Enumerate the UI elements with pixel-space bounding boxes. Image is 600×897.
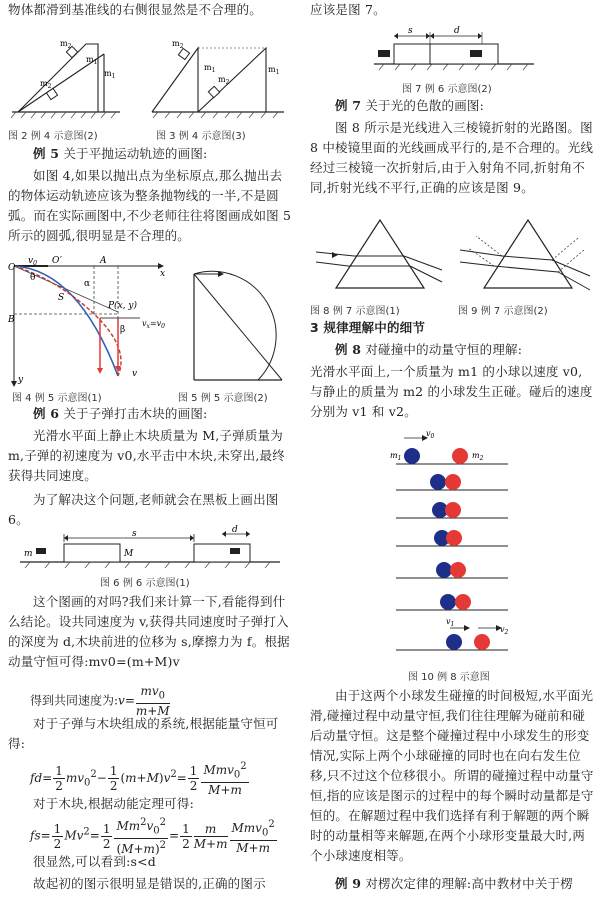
equation-common-velocity: 得到共同速度为:v= $\frac{mv_0}{m+M}$ — [30, 684, 170, 719]
paragraph: 应该是图 7。 — [310, 2, 386, 17]
example-6-body-3: 这个图画的对吗?我们来计算一下,看能得到什么结论。设共同速度为 v,获得共同速度时子弹打入的深度为 d,木块前进的位移为 s,摩擦力为 f。根据动量守恒可得:mv0=(m+M)v — [8, 594, 290, 669]
figure-10-caption: 图 10 例 8 示意图 — [408, 672, 490, 683]
example-9-heading: 例 9 对楞次定律的理解:高中教材中关于楞 — [335, 876, 573, 891]
ball-m2 — [452, 448, 468, 464]
example-7-heading: 例 7 关于光的色散的画图: — [335, 98, 485, 113]
figure-9-prism-refraction — [460, 216, 592, 296]
label-m2b: $m_2$ — [40, 79, 52, 90]
svg-text:S: S — [58, 293, 65, 303]
figure-8-caption: 图 8 例 7 示意图(1) — [310, 306, 400, 317]
last-line: 故起初的图示很明显是错误的,正确的图示 — [33, 876, 266, 891]
example-6-heading: 例 6 关于子弹打击木块的画图: — [33, 406, 208, 421]
figure-9-caption: 图 9 例 7 示意图(2) — [458, 306, 548, 317]
svg-text:s: s — [132, 529, 137, 539]
svg-text:v2: $v_2$ — [500, 625, 509, 636]
figure-6-caption: 图 6 例 6 示意图(1) — [100, 578, 190, 589]
svg-text:m1: $m_1$ — [390, 451, 402, 462]
svg-text:m: m — [24, 549, 33, 559]
svg-text:B: B — [8, 315, 15, 325]
svg-text:m1: $m_1$ — [268, 65, 280, 76]
example-8-heading: 例 8 对碰撞中的动量守恒的理解: — [335, 342, 523, 357]
example-label: 例 5 — [33, 146, 60, 161]
svg-text:′: ′ — [60, 256, 63, 266]
figure-2-incline — [8, 32, 128, 122]
figure-10-collision-sequence — [390, 428, 510, 662]
label-m1b: $m_1$ — [104, 69, 116, 80]
section-3-heading: 3 规律理解中的细节 — [310, 320, 426, 335]
label-m1: $m_1$ — [86, 55, 98, 66]
example-7-body: 图 8 所示是光线进入三棱镜折射的光路图。图 8 中棱镜里面的光线画成平行的,是不合理的。光线经过三棱镜一次折射后,由于入射角不同,折射角不同,折射光线不平行,正确的应该是图 9。 — [310, 120, 594, 195]
svg-text:A: A — [100, 256, 107, 266]
figure-4-caption: 图 4 例 5 示意图(1) — [12, 393, 102, 404]
label-m2: $m_2$ — [60, 39, 72, 50]
figure-6-bullet-block — [20, 526, 280, 570]
svg-text:s: s — [408, 26, 413, 36]
figure-7-bullet-block — [374, 24, 534, 74]
svg-text:v: v — [132, 369, 138, 379]
label-O: O — [8, 263, 16, 273]
figure-5-circle-arc — [188, 268, 288, 388]
svg-text:O: O — [52, 256, 60, 266]
svg-text:β: β — [120, 325, 126, 335]
figure-5-caption: 图 5 例 5 示意图(2) — [178, 393, 268, 404]
equation-kinetic: fs= $\frac{1}{2}$ $Mv^2=$ $\frac{1}{2}$ $\frac{Mm^2v_0^2}{(M+m)^2}$ = $\frac{1}{2}$ $\frac{m}{M+m}$ $\frac{Mmv_0^2}{M+m}$ — [30, 817, 275, 857]
svg-text:vx=v0: $v_x=v_0$ — [142, 319, 165, 330]
svg-text:d: d — [232, 525, 238, 535]
svg-text:v1: $v_1$ — [446, 617, 455, 628]
svg-text:α: α — [84, 279, 91, 289]
example-5-body: 如图 4,如果以抛出点为坐标原点,那么抛出去的物体运动轨迹应该为整条抛物线的一半,不是圆弧。而在实际画图中,不少老师往往将图画成如图 5 所示的圆弧,很明显是不合理的。 — [8, 168, 292, 243]
svg-text:d: d — [454, 26, 460, 36]
figure-8-prism-parallel — [316, 216, 444, 296]
figure-7-caption: 图 7 例 6 示意图(2) — [402, 84, 492, 95]
svg-text:m2: $m_2$ — [472, 451, 484, 462]
ball-m1 — [404, 448, 420, 464]
svg-text:y: y — [18, 375, 24, 385]
svg-text:m1: $m_1$ — [204, 63, 216, 74]
kinetic-paragraph: 对于木块,根据动能定理可得: — [33, 796, 194, 811]
svg-text:θ: θ — [30, 273, 36, 283]
svg-text:v0: $v_0$ — [28, 256, 37, 267]
example-6-body: 光滑水平面上静止木块质量为 M,子弹质量为 m,子弹的初速度为 v0,水平击中木块,未穿出,最终获得共同速度。 — [8, 428, 285, 483]
svg-text:M: M — [124, 549, 134, 559]
example-6-body-2: 为了解决这个问题,老师就会在黑板上画出图 6。 — [8, 492, 279, 527]
example-5-heading: 例 5 关于平抛运动轨迹的画图: — [33, 146, 208, 161]
equation-energy: fd= $\frac{1}{2}$ $mv_0^2-$ $\frac{1}{2}$ $(m+M)v^2=$ $\frac{1}{2}$ $\frac{Mmv_0^2}{M+m}$ — [30, 761, 247, 798]
paragraph: 物体都滑到基准线的右侧很显然是不合理的。 — [8, 2, 263, 17]
svg-text:x: x — [160, 269, 166, 279]
figure-2-caption: 图 2 例 4 示意图(2) — [8, 131, 98, 142]
svg-text:m2: $m_2$ — [172, 39, 184, 50]
energy-paragraph: 对于子弹与木块组成的系统,根据能量守恒可得: — [8, 716, 279, 751]
svg-text:m2: $m_2$ — [218, 75, 230, 86]
svg-text:v0: $v_0$ — [426, 429, 435, 440]
conclusion: 很显然,可以看到:s<d — [33, 854, 156, 869]
svg-text:P(x, y): P(x, y) — [108, 301, 137, 311]
figure-3-caption: 图 3 例 4 示意图(3) — [156, 131, 246, 142]
figure-3-incline — [148, 32, 288, 122]
example-8-body-2: 由于这两个小球发生碰撞的时间极短,水平面光滑,碰撞过程中动量守恒,我们往往理解为碰前和碰后动量守恒。这是整个碰撞过程中小球发生的形变情况,实际上两个小球碰撞的同时也在向右发生位移,只不过这个位移很小。所谓的碰撞过程中动量守恒,指的应该是图示的过程中的每个瞬时动量都是守恒的。在解题过程中我们选择有利于解题的两个瞬时的动量相等来解题,在两个小球形变量最大时,两个小球速度相等。 — [310, 688, 594, 863]
figure-4-projectile — [8, 256, 173, 391]
example-8-body: 光滑水平面上,一个质量为 m1 的小球以速度 v0,与静止的质量为 m2 的小球发生正碰。碰后的速度分别为 v1 和 v2。 — [310, 364, 593, 419]
